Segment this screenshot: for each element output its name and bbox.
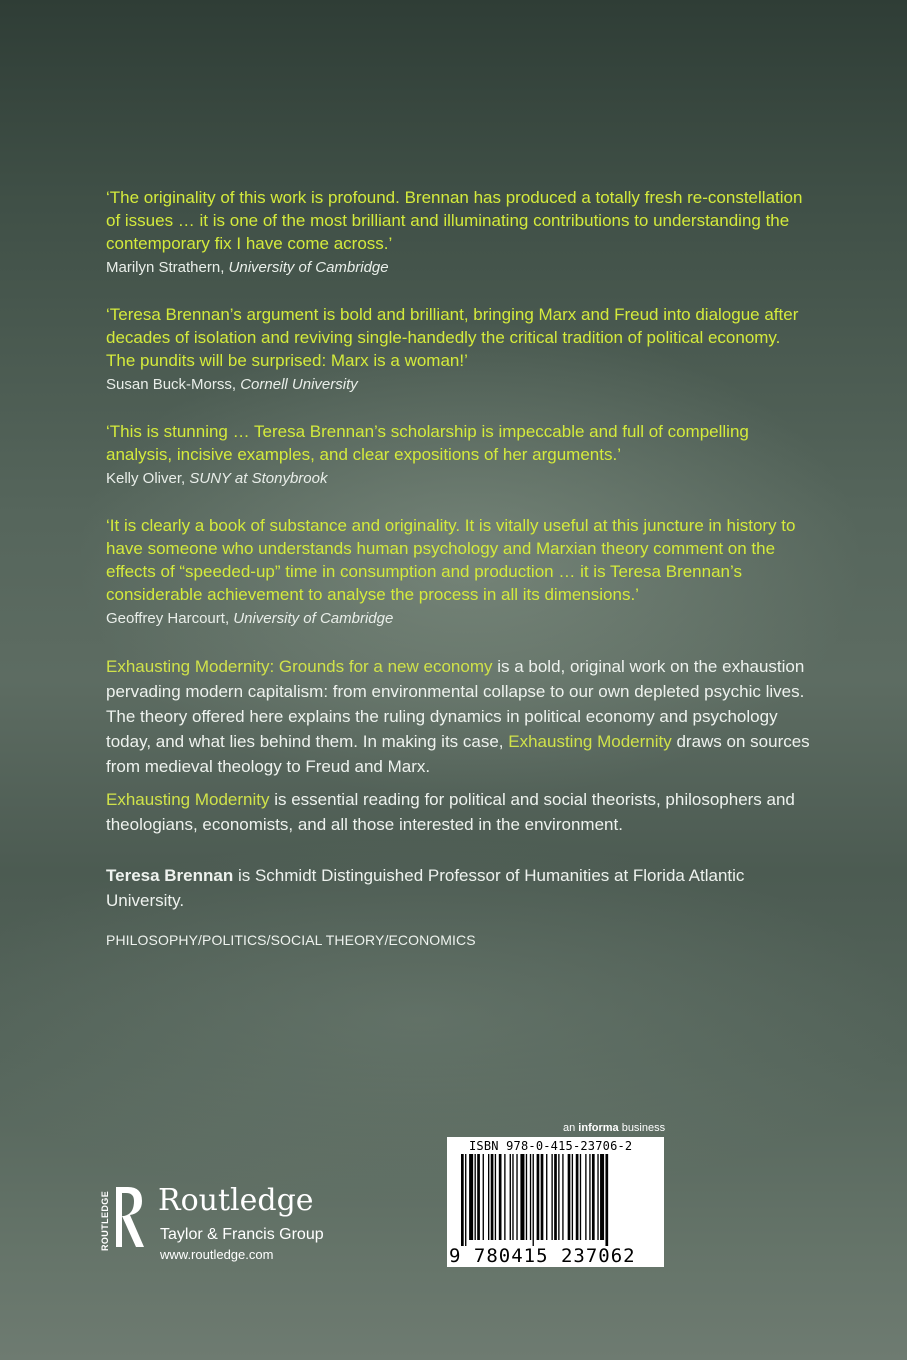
isbn-barcode <box>447 1137 664 1267</box>
quote-attribution <box>106 258 811 278</box>
endorser-affiliation: Cornell University <box>240 376 358 393</box>
endorser-name: Marilyn Strathern, <box>106 259 229 276</box>
description-text: is a bold, original work on the exhaustion pervading modern capitalism: from environmental collapse to our own depleted psychic lives. The theory offered here explains the ruling dynamics in political economy and psychology today, and what lies behind them. In making its case, <box>106 657 805 751</box>
author-name: Teresa Brennan <box>106 866 234 885</box>
informa-brand: informa <box>578 1122 619 1134</box>
book-title: Exhausting Modernity <box>508 732 672 751</box>
endorser-affiliation: University of Cambridge <box>228 259 389 276</box>
publisher-name: Routledge <box>158 1183 314 1218</box>
book-audience <box>106 787 811 837</box>
quote-block <box>106 420 811 489</box>
routledge-vertical-text: ROUTLEDGE <box>100 1190 110 1251</box>
quote-attribution <box>106 469 811 489</box>
endorser-name: Geoffrey Harcourt, <box>106 610 234 627</box>
back-cover-text <box>106 186 811 948</box>
book-title: Exhausting Modernity <box>106 790 270 809</box>
endorser-affiliation: SUNY at Stonybrook <box>189 470 328 487</box>
subject-category: PHILOSOPHY/POLITICS/SOCIAL THEORY/ECONOMICS <box>106 932 476 948</box>
routledge-logo <box>100 1183 360 1273</box>
endorsement-quote: ‘The originality of this work is profound. Brennan has produced a totally fresh re-constellation of issues … it is one of the most brilliant and illuminating contributions to understanding the contemporary fix I have come across.’ <box>106 188 803 253</box>
endorsement-quote: ‘It is clearly a book of substance and originality. It is vitally useful at this juncture in history to have someone who understands human psychology and Marxian theory comment on the effects of “speeded-up” time in consumption and production … it is Teresa Brennan’s considerable achievement to analyse the process in all its dimensions.’ <box>106 516 796 604</box>
quote-block <box>106 514 811 629</box>
publisher-url: www.routledge.com <box>160 1247 274 1262</box>
quote-block <box>106 186 811 278</box>
informa-pre: an <box>563 1122 579 1134</box>
book-description <box>106 654 811 779</box>
description-text: draws on sources from medieval theology to Freud and Marx. <box>106 732 810 776</box>
endorser-affiliation: University of Cambridge <box>233 610 394 627</box>
routledge-r-icon <box>100 1183 146 1253</box>
author-bio <box>106 863 811 913</box>
ean-number: 9 780415 237062 <box>449 1245 636 1267</box>
endorser-name: Kelly Oliver, <box>106 470 190 487</box>
quote-attribution <box>106 375 811 395</box>
informa-post: business <box>618 1122 666 1134</box>
endorsement-quote: ‘Teresa Brennan’s argument is bold and brilliant, bringing Marx and Freud into dialogue after decades of isolation and reviving single-handedly the critical tradition of political economy. The pundits will be surprised: Marx is a woman!’ <box>106 305 799 370</box>
audience-text: is essential reading for political and social theorists, philosophers and theologians, economists, and all those interested in the environment. <box>106 790 795 834</box>
author-bio-text: is Schmidt Distinguished Professor of Humanities at Florida Atlantic University. <box>106 866 745 910</box>
endorser-name: Susan Buck-Morss, <box>106 376 241 393</box>
isbn-number: ISBN 978-0-415-23706-2 <box>469 1139 633 1153</box>
book-title: Exhausting Modernity: Grounds for a new economy <box>106 657 493 676</box>
endorsement-quote: ‘This is stunning … Teresa Brennan’s scholarship is impeccable and full of compelling analysis, incisive examples, and clear expositions of her arguments.’ <box>106 422 749 464</box>
barcode-bars <box>461 1154 651 1246</box>
informa-label <box>563 1122 665 1134</box>
publisher-group: Taylor & Francis Group <box>160 1226 324 1243</box>
quote-block <box>106 303 811 395</box>
quote-attribution <box>106 609 811 629</box>
